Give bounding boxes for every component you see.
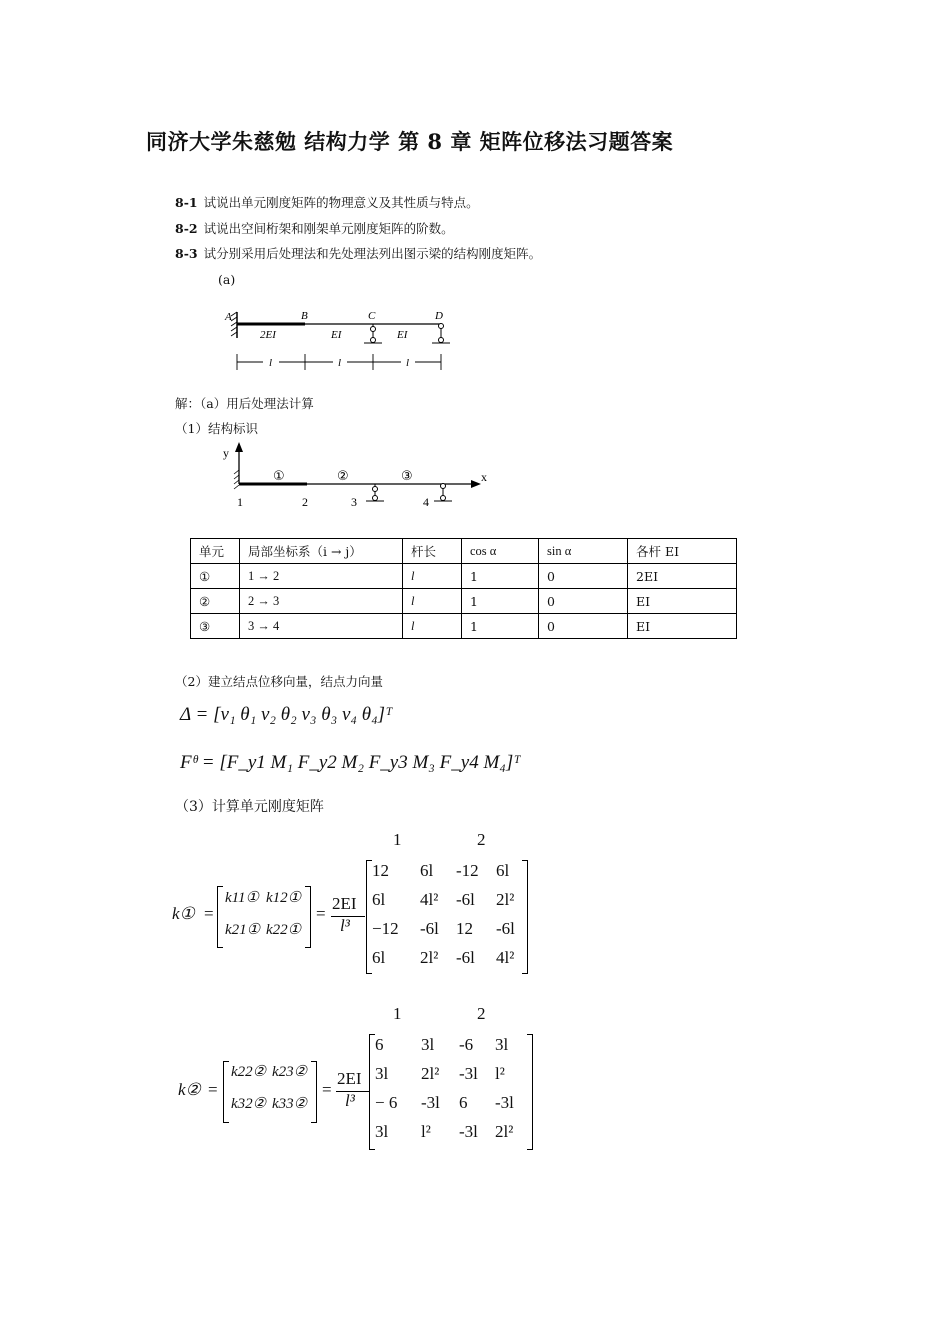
table-row: [191, 589, 737, 614]
step-3-heading: （3）计算单元刚度矩阵: [175, 799, 324, 815]
element-label: ②: [337, 469, 349, 484]
matrix-entry: -3l: [459, 1064, 478, 1083]
matrix-entry: l²: [495, 1064, 505, 1083]
dimension-label: l: [338, 357, 342, 369]
table-cell: ③: [191, 614, 240, 639]
factor-denominator: l³: [345, 1091, 355, 1110]
element-table: [190, 538, 737, 639]
table-cell: l: [403, 564, 462, 589]
table-header: 局部坐标系（i → j）: [240, 539, 403, 564]
column-label: 1: [393, 830, 402, 849]
table-cell: 1 → 2: [240, 564, 403, 589]
segment-stiffness-label: 2EI: [260, 329, 276, 341]
problem-number: 8-2: [175, 221, 198, 236]
page-title: 同济大学朱慈勉 结构力学 第 8 章 矩阵位移法习题答案: [146, 129, 674, 154]
problem-8-2: [175, 219, 454, 237]
table-header: 杆长: [403, 539, 462, 564]
problem-8-3: [175, 244, 541, 262]
matrix-entry: 6l: [496, 861, 510, 880]
problem-8-1: [175, 193, 479, 211]
problem-text: 试说出单元刚度矩阵的物理意义及其性质与特点。: [203, 195, 479, 210]
matrix-entry: -3l: [421, 1093, 440, 1112]
submatrix-entry: k33②: [272, 1096, 308, 1112]
matrix-entry: 3l: [421, 1035, 435, 1054]
matrix-entry: 6: [459, 1093, 468, 1112]
table-cell: 0: [539, 614, 628, 639]
matrix-entry: -6: [459, 1035, 474, 1054]
node-label: A: [225, 311, 232, 323]
table-cell: ①: [191, 564, 240, 589]
table-cell: EI: [628, 589, 737, 614]
node-number: 3: [351, 495, 357, 509]
matrix-entry: -6l: [496, 919, 515, 938]
table-row: [191, 564, 737, 589]
matrix-entry: 2l²: [495, 1122, 514, 1141]
y-axis-label: y: [223, 446, 229, 460]
beam-diagram-a: [215, 300, 465, 380]
column-label: 1: [393, 1004, 402, 1023]
matrix-entry: − 6: [375, 1093, 398, 1112]
x-axis-label: x: [481, 470, 487, 484]
matrix-entry: 3l: [375, 1064, 389, 1083]
element-label: ③: [401, 469, 413, 484]
table-header: 单元: [191, 539, 240, 564]
problem-text: 试说出空间桁架和刚架单元刚度矩阵的阶数。: [203, 221, 454, 236]
matrix-entry: 4l²: [496, 948, 515, 967]
table-cell: l: [403, 589, 462, 614]
submatrix-entry: k12①: [266, 890, 302, 906]
table-cell: 3 → 4: [240, 614, 403, 639]
node-number: 4: [423, 495, 429, 509]
matrix-entry: 2l²: [421, 1064, 440, 1083]
segment-stiffness-label: EI: [331, 329, 342, 341]
matrix-entry: -6l: [456, 890, 475, 909]
matrix-entry: 6l: [420, 861, 434, 880]
table-cell: l: [403, 614, 462, 639]
step-2-heading: （2）建立结点位移向量，结点力向量: [175, 674, 383, 689]
table-cell: 1: [462, 614, 539, 639]
problem-number: 8-3: [175, 246, 198, 261]
step-1-heading: （1）结构标识: [175, 421, 258, 436]
matrix-entry: 6l: [372, 948, 386, 967]
submatrix-entry: k11①: [225, 890, 259, 906]
matrix-entry: −12: [372, 919, 399, 938]
table-header: sin α: [539, 539, 628, 564]
node-number: 1: [237, 495, 243, 509]
table-cell: 0: [539, 589, 628, 614]
matrix-entry: 12: [372, 861, 389, 880]
segment-stiffness-label: EI: [397, 329, 408, 341]
stiffness-matrix-symbol: k②: [178, 1080, 201, 1099]
table-cell: 2 → 3: [240, 589, 403, 614]
table-cell: 1: [462, 564, 539, 589]
node-label: C: [368, 310, 376, 322]
matrix-entry: -3l: [495, 1093, 514, 1112]
table-cell: ②: [191, 589, 240, 614]
matrix-entry: 6: [375, 1035, 384, 1054]
node-label: B: [301, 310, 308, 322]
matrix-entry: 6l: [372, 890, 386, 909]
submatrix-entry: k32②: [231, 1096, 267, 1112]
submatrix-entry: k21①: [225, 922, 261, 938]
matrix-entry: -6l: [456, 948, 475, 967]
column-label: 2: [477, 1004, 486, 1023]
matrix-entry: 2l²: [420, 948, 439, 967]
column-label: 2: [477, 830, 486, 849]
factor-denominator: l³: [340, 916, 350, 935]
problem-text: 试分别采用后处理法和先处理法列出图示梁的结构刚度矩阵。: [203, 246, 542, 261]
table-cell: 0: [539, 564, 628, 589]
table-header: cos α: [462, 539, 539, 564]
displacement-vector-equation: Δ = [v₁ θ₁ v₂ θ₂ v₃ θ₃ v₄ θ₄]ᵀ: [180, 704, 393, 725]
stiffness-matrix-symbol: k①: [172, 904, 195, 923]
dimension-label: l: [269, 357, 273, 369]
table-cell: 2EI: [628, 564, 737, 589]
node-number: 2: [302, 495, 308, 509]
table-row: [191, 614, 737, 639]
submatrix-entry: k22②: [231, 1064, 267, 1080]
matrix-entry: -3l: [459, 1122, 478, 1141]
matrix-entry: 3l: [375, 1122, 389, 1141]
force-vector-equation: Fᶿ = [F_y1 M₁ F_y2 M₂ F_y3 M₃ F_y4 M₄]ᵀ: [180, 752, 521, 773]
table-cell: EI: [628, 614, 737, 639]
table-header: 各杆 EI: [628, 539, 737, 564]
factor-numerator: 2EI: [332, 894, 357, 913]
dimension-label: l: [406, 357, 410, 369]
matrix-entry: -6l: [420, 919, 439, 938]
table-header-row: [191, 539, 737, 564]
matrix-entry: l²: [421, 1122, 431, 1141]
matrix-entry: 4l²: [420, 890, 439, 909]
submatrix-entry: k22①: [266, 922, 302, 938]
element-label: ①: [273, 469, 285, 484]
matrix-entry: 3l: [495, 1035, 509, 1054]
factor-numerator: 2EI: [337, 1069, 362, 1088]
submatrix-entry: k23②: [272, 1064, 308, 1080]
solution-intro: 解：（a）用后处理法计算: [175, 396, 314, 411]
matrix-entry: -12: [456, 861, 479, 880]
problem-number: 8-1: [175, 195, 198, 210]
node-label: D: [435, 310, 443, 322]
matrix-entry: 2l²: [496, 890, 515, 909]
matrix-entry: 12: [456, 919, 473, 938]
structure-identification-diagram: [215, 440, 495, 512]
table-cell: 1: [462, 589, 539, 614]
figure-a-label: (a): [218, 272, 236, 287]
